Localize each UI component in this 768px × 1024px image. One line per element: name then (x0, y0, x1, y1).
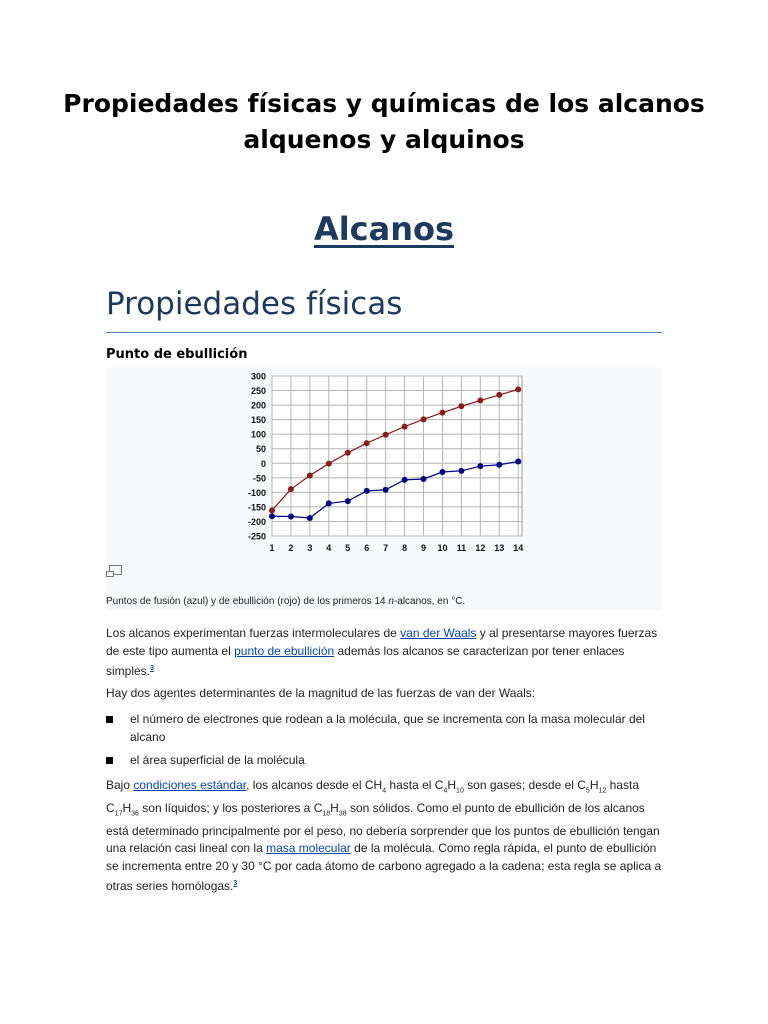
data-point (326, 461, 332, 467)
x-tick-label: 1 (269, 543, 275, 553)
x-tick-label: 10 (437, 543, 448, 553)
y-tick-label: 300 (250, 371, 266, 382)
y-tick-label: 250 (250, 386, 266, 397)
y-tick-label: -50 (252, 473, 266, 484)
data-point (477, 463, 483, 469)
document-title: Propiedades físicas y químicas de los alcanos alquenos y alquinos (63, 89, 705, 154)
x-tick-label: 3 (307, 543, 313, 553)
subsection-heading: Propiedades físicas (106, 286, 403, 322)
x-tick-label: 11 (456, 543, 467, 553)
paragraph-agentes: Hay dos agentes determinantes de la magnitud de las fuerzas de van der Waals: (106, 686, 536, 700)
y-tick-label: 150 (250, 415, 266, 426)
bullet-icon (106, 757, 113, 764)
paragraph-condiciones: Bajo condiciones estándar, los alcanos desde el $CH_4$ hasta el $C_4H_{10}$ son gases; desde el $C_5H_{12}$ hasta $C_{17}H_{36}$ son líquidos; y los posteriores a $C_{18}H_{38}$ son sólidos. Como el punto de ebullición de los alcanos está determinado principalmente por el peso, no debería sorprender que los puntos de ebullición tengan una relación casi lineal con la masa molecular de la molécula. Como regla rápida, el punto de ebullición se incrementa entre 20 y 30 °C por cada átomo de carbono agregado a la cadena; esta regla se aplica a otras series homólogas.$^3$ (106, 778, 662, 894)
y-tick-label: 200 (250, 400, 266, 411)
data-point (269, 513, 275, 519)
data-point (496, 462, 502, 468)
data-point (326, 500, 332, 506)
x-tick-label: 14 (513, 543, 524, 553)
y-tick-label: 100 (250, 429, 266, 440)
y-tick-label: -100 (247, 487, 266, 498)
data-point (402, 424, 408, 430)
data-point (345, 498, 351, 504)
x-tick-label: 7 (383, 543, 389, 553)
y-tick-label: -150 (247, 502, 266, 513)
data-point (288, 486, 294, 492)
figure-caption: Puntos de fusión (azul) y de ebullición (rojo) de los primeros 14 n-alcanos, en °C. (106, 596, 466, 607)
paragraph-van-der-waals: Los alcanos experimentan fuerzas intermoleculares de van der Waals y al presentarse mayores fuerzas de este tipo aumenta el punto de ebullición además los alcanos se caracterizan por tener enlaces simples.$^3$ (106, 626, 658, 678)
x-tick-label: 12 (475, 543, 486, 553)
y-tick-label: -200 (247, 516, 266, 527)
reference-link[interactable]: 3 (233, 880, 238, 888)
data-point (439, 469, 445, 475)
figure-title: Punto de ebullición (106, 347, 248, 362)
data-point (421, 476, 427, 482)
data-point (288, 514, 294, 520)
data-point (307, 472, 313, 478)
data-point (458, 468, 464, 474)
link-condiciones-estandar[interactable]: condiciones estándar (133, 778, 247, 792)
x-tick-label: 9 (421, 543, 427, 553)
data-point (269, 507, 275, 513)
data-point (477, 397, 483, 403)
y-tick-label: -250 (247, 531, 266, 542)
y-tick-label: 0 (260, 458, 266, 469)
data-point (383, 487, 389, 493)
x-tick-label: 6 (364, 543, 370, 553)
y-tick-label: 50 (255, 444, 266, 455)
data-point (402, 477, 408, 483)
x-tick-label: 13 (494, 543, 505, 553)
data-point (345, 450, 351, 456)
bullet-icon (106, 716, 113, 723)
data-point (458, 403, 464, 409)
x-tick-label: 2 (288, 543, 294, 553)
data-point (439, 410, 445, 416)
data-point (496, 392, 502, 398)
data-point (364, 488, 370, 494)
link-punto-de-ebullicion[interactable]: punto de ebullición (234, 643, 335, 658)
link-masa-molecular[interactable]: masa molecular (266, 841, 351, 856)
data-point (515, 459, 521, 465)
data-point (515, 386, 521, 392)
enlarge-icon[interactable] (106, 565, 122, 577)
reference-link[interactable]: 3 (150, 665, 154, 672)
x-tick-label: 8 (402, 543, 408, 553)
x-tick-label: 4 (326, 543, 332, 553)
heading-rule (106, 332, 662, 333)
link-van-der-waals[interactable]: van der Waals (400, 626, 477, 640)
data-point (364, 440, 370, 446)
data-point (307, 515, 313, 521)
boiling-point-chart (106, 367, 662, 567)
data-point (383, 432, 389, 438)
section-heading: Alcanos (313, 210, 455, 248)
data-point (421, 416, 427, 422)
x-tick-label: 5 (345, 543, 351, 553)
